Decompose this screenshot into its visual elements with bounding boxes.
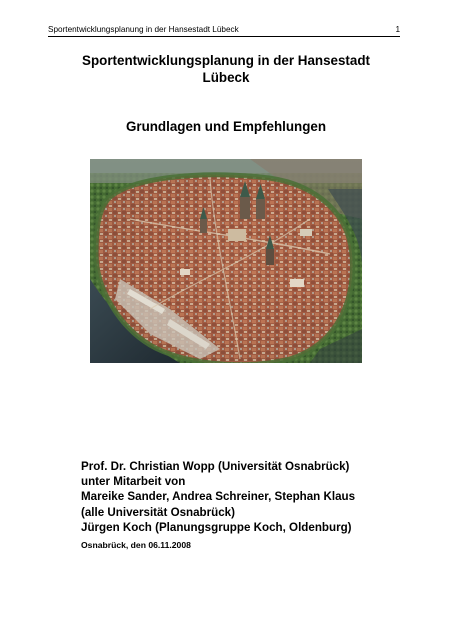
document-title <box>40 53 412 87</box>
running-header-title: Sportentwicklungsplanung in der Hansestadt Lübeck <box>48 25 239 34</box>
page-number: 1 <box>395 25 400 34</box>
title-line-2: Lübeck <box>202 69 250 85</box>
title-line-1: Sportentwicklungsplanung in der Hansestadt <box>82 53 370 68</box>
author-line: Jürgen Koch (Planungsgruppe Koch, Oldenburg) <box>81 520 352 534</box>
author-block <box>81 459 355 535</box>
document-subtitle: Grundlagen und Empfehlungen <box>125 119 327 134</box>
author-line: (alle Universität Osnabrück) <box>81 505 235 519</box>
place-and-date: Osnabrück, den 06.11.2008 <box>81 540 191 550</box>
author-line: unter Mitarbeit von <box>81 475 186 489</box>
author-line: Mareike Sander, Andrea Schreiner, Stephan Klaus <box>81 490 356 504</box>
author-line: Prof. Dr. Christian Wopp (Universität Osnabrück) <box>81 460 350 473</box>
running-header <box>48 24 400 37</box>
aerial-city-photo <box>90 159 362 363</box>
